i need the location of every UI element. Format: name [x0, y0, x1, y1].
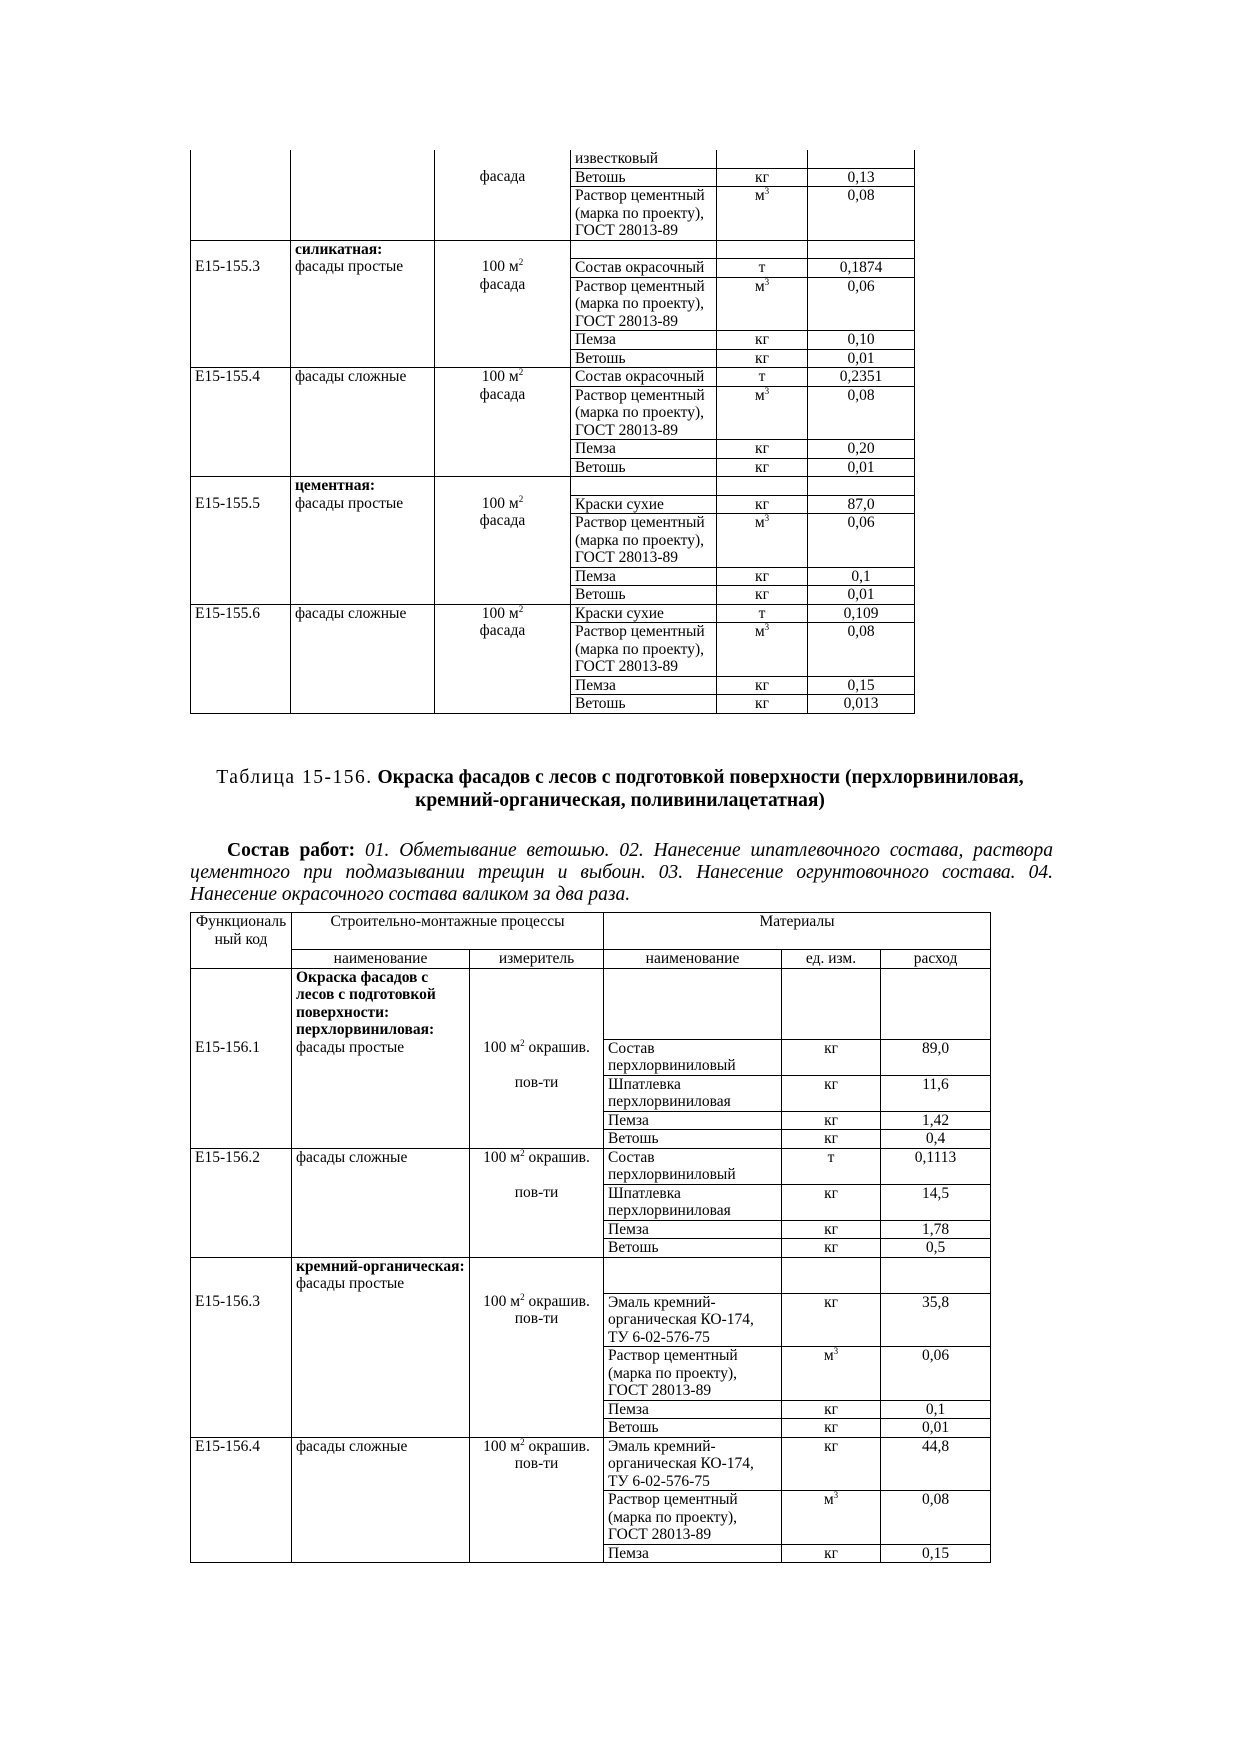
- unit-text: [439, 477, 566, 530]
- code-cell: [191, 150, 291, 240]
- material-unit: кг: [717, 458, 808, 477]
- material-qty: 0,1113: [881, 1148, 991, 1184]
- unit-line-1: [474, 1293, 599, 1311]
- table-15-155-continuation: [190, 150, 915, 714]
- material-name: Раствор цементный (марка по проекту), ГОСТ 28013-89: [571, 187, 717, 241]
- code-text: Е15-155.3: [195, 258, 261, 275]
- material-unit: кг: [782, 1239, 881, 1258]
- material-name: Раствор цементный (марка по проекту), ГОСТ 28013-89: [604, 1491, 782, 1545]
- unit-tail: окрашив.: [524, 1292, 590, 1310]
- work-name: фасады простые: [295, 258, 404, 275]
- material-qty: 0,06: [881, 1347, 991, 1401]
- work-name: фасады простые: [296, 1038, 405, 1056]
- material-qty: 0,1: [808, 567, 915, 586]
- material-qty: 0,20: [808, 440, 915, 459]
- material-unit: кг: [782, 1075, 881, 1111]
- table-row: [191, 1148, 991, 1184]
- material-qty: 0,109: [808, 604, 915, 623]
- unit-text: [439, 605, 566, 640]
- header-processes: Строительно-монтажные процессы: [292, 913, 604, 950]
- unit-main: 100 м: [483, 1292, 521, 1310]
- code-cell: Е15-155.4: [191, 368, 291, 477]
- group-heading: кремний-органическая:: [296, 1257, 465, 1275]
- work-name: фасады сложные: [295, 604, 407, 622]
- work-label: Состав работ:: [227, 840, 356, 861]
- code-cell: Е15-156.4: [191, 1437, 292, 1563]
- material-qty: 0,01: [808, 458, 915, 477]
- unit-main: 100 м: [481, 368, 519, 385]
- group-heading-row: [191, 968, 991, 1039]
- superscript: 2: [518, 367, 524, 377]
- material-name: Краски сухие: [571, 604, 717, 623]
- material-unit: кг: [717, 331, 808, 350]
- material-qty: 0,1: [881, 1400, 991, 1419]
- table-row: [191, 368, 915, 387]
- unit-cell: [470, 1437, 604, 1563]
- material-unit: кг: [782, 1220, 881, 1239]
- superscript: 3: [833, 1346, 839, 1356]
- material-name: известковый: [571, 150, 717, 168]
- table-row: [191, 150, 915, 168]
- material-name: Ветошь: [604, 1419, 782, 1438]
- unit-line-1: [439, 368, 566, 386]
- material-unit: т: [782, 1148, 881, 1184]
- unit-tail: окрашив.: [524, 1038, 590, 1056]
- unit-text: [474, 1258, 599, 1328]
- superscript: 3: [764, 186, 770, 196]
- material-name: Ветошь: [571, 168, 717, 187]
- unit-line-2: фасада: [479, 275, 526, 293]
- superscript: 2: [520, 1437, 525, 1447]
- caption-label: Таблица 15-156.: [216, 767, 373, 788]
- work-name: фасады сложные: [296, 1437, 408, 1455]
- table-15-156: [190, 912, 991, 1563]
- table-row: [191, 1437, 991, 1491]
- unit-text: [439, 368, 566, 403]
- name-cell: [292, 968, 470, 1148]
- material-name: Пемза: [604, 1544, 782, 1563]
- empty-cell: [604, 1257, 782, 1293]
- material-qty: 35,8: [881, 1293, 991, 1347]
- unit-line-2: пов-ти: [514, 1183, 559, 1201]
- material-unit: кг: [782, 1400, 881, 1419]
- material-unit: $м^3$: [782, 1347, 881, 1401]
- material-qty: 14,5: [881, 1184, 991, 1220]
- unit-main: 100 м: [483, 1437, 521, 1455]
- material-qty: 1,78: [881, 1220, 991, 1239]
- material-qty: 0,01: [808, 586, 915, 605]
- unit-line-2: фасада: [479, 622, 526, 639]
- material-name: Ветошь: [571, 695, 717, 714]
- code-cell: [191, 968, 292, 1148]
- material-qty: 0,15: [881, 1544, 991, 1563]
- material-name: Пемза: [604, 1220, 782, 1239]
- material-qty: 0,2351: [808, 368, 915, 387]
- group-heading-row: [191, 1257, 991, 1293]
- material-name: Состав перхлорвиниловый: [604, 1148, 782, 1184]
- name-cell: [291, 240, 435, 368]
- caption-title: Окраска фасадов с лесов с подготовкой поверхности (перхлорвиниловая, кремний-органическая, поливинилацетатная): [377, 767, 1024, 811]
- unit-line-1: [474, 1438, 599, 1456]
- name-cell: [292, 1437, 470, 1563]
- material-name: Состав окрасочный: [571, 259, 717, 278]
- work-name: фасады простые: [295, 494, 404, 512]
- material-qty: 0,1874: [808, 259, 915, 278]
- material-name: Ветошь: [571, 458, 717, 477]
- unit-cell: [435, 240, 571, 368]
- material-name: Ветошь: [571, 586, 717, 605]
- unit-line-2: фасада: [479, 512, 526, 529]
- material-name: Эмаль кремний-органическая КО-174, ТУ 6-02-576-75: [604, 1437, 782, 1491]
- material-unit: $м^3$: [782, 1491, 881, 1545]
- unit-line-2: пов-ти: [514, 1310, 559, 1327]
- material-name: Пемза: [604, 1400, 782, 1419]
- empty-cell: [604, 968, 782, 1039]
- material-name: Пемза: [571, 567, 717, 586]
- empty-cell: [881, 1257, 991, 1293]
- material-unit: кг: [717, 695, 808, 714]
- material-unit: $м^3$: [717, 277, 808, 331]
- header-proc-unit: измеритель: [470, 950, 604, 969]
- code-text: Е15-155.5: [195, 494, 261, 512]
- empty-cell: [881, 968, 991, 1039]
- header-code: [191, 913, 292, 969]
- group-heading: цементная:: [295, 477, 376, 494]
- material-unit: кг: [782, 1111, 881, 1130]
- unit-main: 100 м: [481, 494, 519, 512]
- unit-text: [439, 241, 566, 294]
- material-unit: кг: [782, 1130, 881, 1149]
- unit-cell: [435, 477, 571, 605]
- unit-cell: [470, 1148, 604, 1257]
- material-unit: кг: [782, 1544, 881, 1563]
- material-unit: кг: [717, 586, 808, 605]
- superscript: 2: [520, 1148, 525, 1158]
- code-cell: [191, 240, 291, 368]
- material-qty: 0,5: [881, 1239, 991, 1258]
- unit-line-2: фасада: [479, 167, 526, 185]
- name-cell: [291, 477, 435, 605]
- empty-cell: [808, 477, 915, 496]
- code-cell: Е15-156.2: [191, 1148, 292, 1257]
- material-qty: 0,08: [808, 187, 915, 241]
- header-mat-unit: ед. изм.: [782, 950, 881, 969]
- material-qty: 87,0: [808, 495, 915, 514]
- table-row: [191, 604, 915, 623]
- material-unit: т: [717, 368, 808, 387]
- material-name: Пемза: [571, 440, 717, 459]
- unit-text: [474, 1149, 599, 1202]
- name-cell: [292, 1148, 470, 1257]
- header-code-text: Функциональный код: [195, 913, 287, 948]
- superscript: 2: [520, 1291, 525, 1302]
- group-heading-row: [191, 240, 915, 259]
- unit-main: 100 м: [483, 1038, 521, 1056]
- material-unit: кг: [717, 168, 808, 187]
- unit-text: [474, 1438, 599, 1473]
- empty-cell: [717, 477, 808, 496]
- material-qty: 11,6: [881, 1075, 991, 1111]
- material-unit: кг: [717, 440, 808, 459]
- material-qty: 0,01: [881, 1419, 991, 1438]
- work-composition: [190, 840, 1053, 906]
- material-name: Раствор цементный (марка по проекту), ГОСТ 28013-89: [571, 623, 717, 677]
- material-qty: 0,15: [808, 676, 915, 695]
- material-qty: 89,0: [881, 1039, 991, 1075]
- empty-cell: [782, 968, 881, 1039]
- material-unit: кг: [782, 1184, 881, 1220]
- header-mat-name: наименование: [604, 950, 782, 969]
- unit-line-2: пов-ти: [514, 1073, 559, 1091]
- material-name: Пемза: [571, 676, 717, 695]
- unit-line-2: пов-ти: [514, 1455, 559, 1472]
- group-heading: Окраска фасадов с лесов с подготовкой поверхности: перхлорвиниловая:: [296, 968, 436, 1038]
- empty-cell: [808, 240, 915, 259]
- name-cell: [291, 150, 435, 240]
- unit-cell: [470, 1257, 604, 1437]
- material-unit: кг: [717, 567, 808, 586]
- material-qty: 0,08: [808, 386, 915, 440]
- material-name: Раствор цементный (марка по проекту), ГОСТ 28013-89: [571, 514, 717, 568]
- material-name: Краски сухие: [571, 495, 717, 514]
- header-mat-qty: расход: [881, 950, 991, 969]
- material-name: Шпатлевка перхлорвиниловая: [604, 1075, 782, 1111]
- code-cell: Е15-155.6: [191, 604, 291, 713]
- unit-line-1: [439, 605, 566, 623]
- material-name: Раствор цементный (марка по проекту), ГОСТ 28013-89: [571, 277, 717, 331]
- material-name: Раствор цементный (марка по проекту), ГОСТ 28013-89: [571, 386, 717, 440]
- unit-main: 100 м: [481, 258, 519, 275]
- superscript: 2: [518, 493, 524, 504]
- unit-line-2: фасада: [479, 385, 526, 403]
- code-cell: [191, 1257, 292, 1437]
- material-qty: 0,06: [808, 514, 915, 568]
- empty-cell: [571, 477, 717, 496]
- material-qty: 44,8: [881, 1437, 991, 1491]
- material-name: Раствор цементный (марка по проекту), ГОСТ 28013-89: [604, 1347, 782, 1401]
- unit-line-1: [439, 258, 566, 276]
- superscript: 3: [764, 513, 770, 523]
- material-unit: кг: [782, 1437, 881, 1491]
- code-text: Е15-156.1: [195, 1038, 261, 1056]
- material-qty: [808, 150, 915, 168]
- header-row-2: [191, 950, 991, 969]
- name-cell: [292, 1257, 470, 1437]
- material-unit: кг: [782, 1293, 881, 1347]
- material-unit: т: [717, 604, 808, 623]
- unit-line-1: [439, 495, 566, 513]
- material-unit: [717, 150, 808, 168]
- unit-line-1: [474, 1039, 599, 1057]
- material-qty: 0,4: [881, 1130, 991, 1149]
- material-qty: 0,08: [808, 623, 915, 677]
- work-name: фасады сложные: [296, 1148, 408, 1166]
- unit-main: 100 м: [481, 604, 519, 622]
- material-name: Состав перхлорвиниловый: [604, 1039, 782, 1075]
- code-cell: [191, 477, 291, 605]
- material-qty: 0,08: [881, 1491, 991, 1545]
- material-unit: $м^3$: [717, 187, 808, 241]
- group-heading-row: [191, 477, 915, 496]
- material-name: Состав окрасочный: [571, 368, 717, 387]
- material-unit: т: [717, 259, 808, 278]
- work-name: фасады сложные: [295, 368, 407, 385]
- work-text: 01. Обметывание ветошью. 02. Нанесение шпатлевочного состава, раствора цементного при подмазывании трещин и выбоин. 03. Нанесение огрунтовочного состава. 04. Нанесение окрасочного состава валиком за два раза.: [190, 840, 1053, 905]
- material-unit: кг: [782, 1039, 881, 1075]
- code-text: Е15-156.3: [195, 1292, 261, 1310]
- unit-cell: [435, 368, 571, 477]
- unit-line-1: [474, 1149, 599, 1167]
- superscript: 2: [518, 604, 524, 614]
- material-name: Шпатлевка перхлорвиниловая: [604, 1184, 782, 1220]
- material-name: Ветошь: [604, 1239, 782, 1258]
- superscript: 3: [764, 277, 770, 287]
- material-name: Пемза: [571, 331, 717, 350]
- unit-cell: [435, 150, 571, 240]
- material-name: Ветошь: [571, 349, 717, 368]
- material-qty: 0,01: [808, 349, 915, 368]
- header-row-1: [191, 913, 991, 950]
- superscript: 3: [833, 1490, 839, 1500]
- material-unit: $м^3$: [717, 623, 808, 677]
- header-materials: Материалы: [604, 913, 991, 950]
- unit-text: [474, 969, 599, 1092]
- superscript: 2: [518, 256, 524, 267]
- material-name: Ветошь: [604, 1130, 782, 1149]
- group-heading: силикатная:: [295, 240, 383, 258]
- unit-main: 100 м: [483, 1148, 521, 1166]
- material-name: Пемза: [604, 1111, 782, 1130]
- superscript: 3: [764, 622, 770, 632]
- material-qty: 1,42: [881, 1111, 991, 1130]
- material-qty: 0,13: [808, 168, 915, 187]
- material-unit: кг: [717, 676, 808, 695]
- superscript: 3: [764, 386, 770, 396]
- material-unit: кг: [782, 1419, 881, 1438]
- material-unit: $м^3$: [717, 514, 808, 568]
- material-unit: $м^3$: [717, 386, 808, 440]
- unit-tail: окрашив.: [524, 1437, 590, 1455]
- header-proc-name: наименование: [292, 950, 470, 969]
- unit-cell: [435, 604, 571, 713]
- material-name: Эмаль кремний-органическая КО-174, ТУ 6-02-576-75: [604, 1293, 782, 1347]
- empty-cell: [571, 240, 717, 259]
- superscript: 2: [520, 1037, 525, 1048]
- unit-line-1: [439, 150, 566, 168]
- unit-tail: окрашив.: [524, 1148, 590, 1166]
- empty-cell: [782, 1257, 881, 1293]
- material-unit: кг: [717, 349, 808, 368]
- material-qty: 0,06: [808, 277, 915, 331]
- material-qty: 0,10: [808, 331, 915, 350]
- name-cell: [291, 368, 435, 477]
- material-unit: кг: [717, 495, 808, 514]
- material-qty: 0,013: [808, 695, 915, 714]
- name-cell: [291, 604, 435, 713]
- table-caption: [180, 766, 1060, 812]
- empty-cell: [717, 240, 808, 259]
- unit-cell: [470, 968, 604, 1148]
- work-name: фасады простые: [296, 1275, 405, 1292]
